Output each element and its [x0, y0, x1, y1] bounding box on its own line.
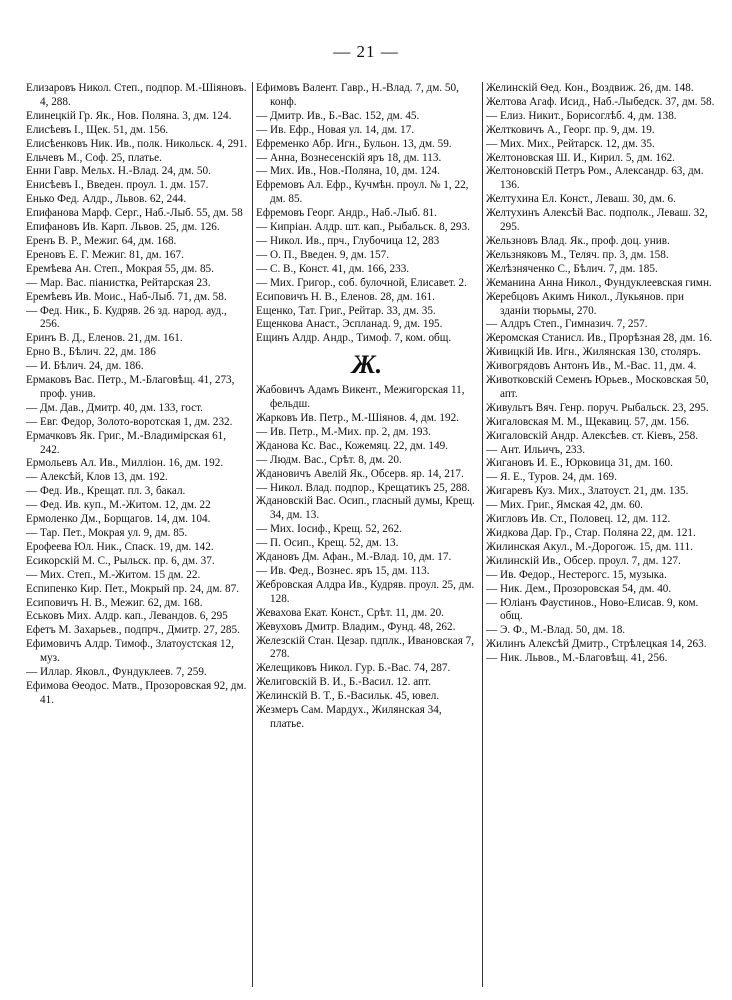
directory-entry: — Фед. Ив. куп., М.-Житом. 12, дм. 22 — [26, 499, 211, 512]
page-number: — 21 — — [333, 42, 399, 61]
directory-entry: Жигаревъ Куз. Мих., Златоуст. 21, дм. 135. — [486, 485, 689, 498]
directory-entry: Желтоновскій Петръ Ром., Александр. 63, дм. 136. — [486, 165, 704, 192]
directory-entry: Жезмеръ Сам. Мардух., Жилянская 34, платье. — [256, 704, 442, 730]
directory-entry: Жигаловскій Андр. Алексѣев. ст. Кіевъ, 258. — [486, 429, 699, 442]
section-letter: Ж. — [351, 350, 383, 380]
directory-entry: Железскій Стан. Цезар. пдплк., Ивановская 7, 278. — [256, 634, 475, 661]
directory-entry: — Я. Е., Туров. 24, дм. 169. — [486, 471, 617, 484]
directory-entry: Жарковъ Ив. Петр., М.-Шіянов. 4, дм. 192. — [256, 412, 459, 425]
directory-entry: — Фед. Ник., Б. Кудряв. 26 зд. народ. ауд., 256. — [26, 304, 227, 331]
directory-entry: Ефимовичъ Алдр. Тимоф., Златоустская 12, муз. — [26, 638, 234, 665]
directory-entry: — Кипріан. Алдр. шт. кап., Рыбальск. 8, 293. — [256, 221, 470, 234]
directory-entry: Ермоленко Дм., Борщагов. 14, дм. 104. — [26, 513, 211, 526]
directory-entry: Ждановъ Дм. Афан., М.-Влад. 10, дм. 17. — [256, 551, 452, 564]
directory-entry: Еринъ В. Д., Еленов. 21, дм. 161. — [26, 332, 183, 345]
directory-entry: — Никол. Ив., прч., Глубочица 12, 283 — [256, 234, 440, 247]
directory-entry: Желещиковъ Никол. Гур. Б.-Вас. 74, 287. — [256, 662, 451, 675]
directory-entry: — Ив. Ефр., Новая ул. 14, дм. 17. — [256, 123, 415, 136]
directory-entry: Енни Гавр. Мельх. Н.-Влад. 24, дм. 50. — [26, 165, 211, 178]
directory-entry: Желѣзняченко С., Бѣлич. 7, дм. 185. — [486, 262, 658, 275]
directory-entry: — Мих. Ив., Нов.-Поляна, 10, дм. 124. — [256, 165, 440, 178]
directory-entry: — Ант. Ильичъ, 233. — [486, 443, 586, 456]
directory-entry: Енисѣевъ I., Введен. проул. 1. дм. 157. — [26, 179, 209, 192]
directory-entry: — Мих. Мих., Рейтарск. 12, дм. 35. — [486, 137, 655, 150]
directory-entry: Ефремовъ Георг. Андр., Наб.-Лыб. 81. — [256, 207, 437, 220]
directory-entry: Ермольевъ Ал. Ив., Милліон. 16, дм. 192. — [26, 457, 224, 470]
directory-entry: Жигловъ Ив. Ст., Половец. 12, дм. 112. — [486, 513, 671, 526]
directory-entry: Ждановскій Вас. Осип., гласный думы, Крещ. 34, дм. 13. — [256, 495, 475, 522]
directory-entry: Желиговскій В. И., Б.-Васил. 12. апт. — [256, 676, 431, 689]
directory-entry: Еремѣевъ Ив. Моис., Наб-Лыб. 71, дм. 58. — [26, 290, 227, 303]
directory-entry: — Никол. Влад. подпор., Крещатикъ 25, 288. — [256, 481, 470, 494]
directory-entry: — Фед. Ив., Крещат. пл. 3, бакал. — [26, 485, 186, 498]
directory-entry: — Дмитр. Ив., Б.-Вас. 152, дм. 45. — [256, 109, 420, 122]
directory-entry: Ещенко, Тат. Григ., Рейтар. 33, дм. 35. — [256, 304, 436, 317]
column-2-entries-e — [256, 82, 478, 346]
directory-entry: — Ив. Федор., Нестерогс. 15, музыка. — [486, 568, 667, 581]
directory-entry: Ещенкова Анаст., Эспланад. 9, дм. 195. — [256, 318, 443, 331]
directory-entry: — С. В., Конст. 41, дм. 166, 233. — [256, 262, 410, 275]
directory-entry: Жельзняковъ М., Теляч. пр. 3, дм. 158. — [486, 248, 669, 261]
directory-entry: — Дм. Дав., Дмитр. 40, дм. 133, гост. — [26, 401, 203, 414]
directory-entry: Жевуховъ Дмитр. Владим., Фунд. 48, 262. — [256, 620, 456, 633]
directory-entry: Ерно В., Бѣлич. 22, дм. 186 — [26, 346, 156, 359]
directory-entry: Ещинъ Алдр. Андр., Тимоф. 7, ком. общ. — [256, 332, 452, 345]
directory-entry: — Елиз. Никит., Борисоглѣб. 4, дм. 138. — [486, 109, 677, 122]
directory-entry: — Мих. Григор., соб. булочной, Елисавет. 2. — [256, 276, 467, 289]
directory-entry: Жигановъ И. Е., Юрковица 31, дм. 160. — [486, 457, 673, 470]
directory-entry: Ждановичъ Авелій Як., Обсерв. яр. 14, 217. — [256, 467, 464, 480]
directory-entry: — Ив. Фед., Вознес. яръ 15, дм. 113. — [256, 565, 430, 577]
directory-entry: Жеманина Анна Никол., Фундуклеевская гимн. — [486, 276, 712, 289]
directory-entry: — Алдръ Степ., Гимназич. 7, 257. — [486, 318, 648, 331]
directory-entry: — Людм. Вас., Срѣт. 8, дм. 20. — [256, 453, 402, 466]
directory-entry: Есиповичъ Н. В., Межиг. 62, дм. 168. — [26, 596, 203, 609]
column-2 — [256, 82, 478, 987]
directory-entry: Живицкій Ив. Игн., Жилянская 130, столяръ. — [486, 346, 701, 359]
column-1 — [26, 82, 248, 987]
directory-entry: Ермаковъ Вас. Петр., М.-Благовѣщ. 41, 273, проф. унив. — [26, 374, 235, 400]
directory-entry: Жебровская Алдра Ив., Кудряв. проул. 25, дм. 128. — [256, 578, 475, 605]
directory-entry: Жилинъ Алексѣй Дмитр., Стрѣлецкая 14, 263. — [486, 638, 707, 651]
directory-entry: Ельчевъ М., Соф. 25, платье. — [26, 151, 162, 164]
directory-entry: Жевахова Екат. Конст., Срѣт. 11, дм. 20. — [256, 606, 444, 619]
directory-entry: Ефетъ М. Захарьев., подпрч., Дмитр. 27, 285. — [26, 624, 240, 637]
directory-entry: — Юліанъ Фаустинов., Ново-Елисав. 9, ком. общ. — [486, 596, 699, 623]
column-3 — [486, 82, 716, 987]
directory-entry: — Ив. Петр., М.-Мих. пр. 2, дм. 193. — [256, 425, 431, 438]
directory-entry: Жигаловская М. М., Щекавиц. 57, дм. 156. — [486, 415, 690, 428]
directory-entry: Жидкова Дар. Гр., Стар. Полянa 22, дм. 121. — [486, 527, 696, 539]
directory-entry: — Ник. Львов., М.-Благовѣщ. 41, 256. — [486, 652, 668, 665]
directory-entry: Желтухина Ел. Конст., Леваш. 30, дм. 6. — [486, 193, 676, 206]
directory-entry: Еренъ В. Р., Межиг. 64, дм. 168. — [26, 234, 177, 247]
directory-entry: — Анна, Вознесенскій яръ 18, дм. 113. — [256, 151, 442, 164]
directory-entry: Елинецкій Гр. Як., Нов. Поляна. 3, дм. 124. — [26, 109, 232, 122]
directory-entry: Желинскій Ѳед. Кон., Воздвиж. 26, дм. 148. — [486, 82, 694, 94]
directory-entry: — О. П., Введен. 9, дм. 157. — [256, 248, 389, 261]
columns — [26, 82, 716, 987]
directory-entry: Есиповичъ Н. В., Еленов. 28, дм. 161. — [256, 290, 435, 303]
directory-entry: Желинскій В. Т., Б.-Васильк. 45, ювел. — [256, 690, 440, 703]
directory-entry: Жеребцовъ Акимъ Никол., Лукьянов. при зданіи тюрьмы, 270. — [486, 290, 684, 317]
directory-entry: Елизаровъ Никол. Степ., подпор. М.-Шіяновъ. 4, 288. — [26, 82, 247, 108]
directory-entry: Жельзновъ Влад. Як., проф. доц. унив. — [486, 234, 670, 247]
directory-entry: — Евг. Федор, Золото-воротская 1, дм. 232. — [26, 415, 233, 428]
directory-entry: Еспипенко Кир. Пет., Мокрый пр. 24, дм. 87. — [26, 582, 239, 595]
directory-entry: Жилинская Акул., М.-Дорогож. 15, дм. 111. — [486, 540, 693, 553]
directory-entry: Ермачковъ Як. Григ., М.-Владимірская 61, 242. — [26, 429, 227, 456]
directory-entry: Ефимовъ Валент. Гавр., Н.-Влад. 7, дм. 50, конф. — [256, 82, 459, 108]
directory-entry: Ефременко Абр. Игн., Бульон. 13, дм. 59. — [256, 137, 452, 150]
directory-entry: — П. Осип., Крещ. 52, дм. 13. — [256, 537, 399, 550]
directory-entry: Жданова Кс. Вас., Кожемяц. 22, дм. 149. — [256, 439, 448, 452]
directory-entry: Ерофеева Юл. Ник., Спаск. 19, дм. 142. — [26, 540, 214, 553]
directory-entry: — Алексѣй, Клов 13, дм. 192. — [26, 471, 168, 484]
directory-entry: Епифановъ Ив. Карп. Львов. 25, дм. 126. — [26, 221, 220, 234]
directory-entry: Елисѣенковъ Ник. Ив., полк. Никольск. 4, 291. — [26, 137, 248, 150]
column-2-entries-zh — [256, 384, 478, 732]
directory-entry: — Мих. Григ., Ямская 42, дм. 60. — [486, 499, 643, 512]
directory-entry: Желтова Агаф. Исид., Наб.-Лыбедск. 37, дм. 58. — [486, 95, 715, 108]
directory-entry: Жеромская Станисл. Ив., Прорѣзная 28, дм. 16. — [486, 332, 713, 345]
directory-entry: Живогрядовъ Антонъ Ив., М.-Вас. 11, дм. 4. — [486, 360, 697, 373]
directory-entry: Еськовъ Мих. Алдр. кап., Левандов. 6, 295 — [26, 610, 228, 623]
directory-entry: Жилинскій Ив., Обсер. проул. 7, дм. 127. — [486, 554, 681, 567]
directory-entry: Животковскій Семенъ Юрьев., Московская 50, апт. — [486, 374, 709, 400]
directory-entry: Есикорскій М. С., Рыльск. пр. 6, дм. 37. — [26, 554, 215, 567]
directory-entry: Желтухинъ Алексѣй Вас. подполк., Леваш. 32, 295. — [486, 207, 708, 234]
directory-entry: Ефимова Ѳеодос. Матв., Прозоровская 92, дм. 41. — [26, 679, 247, 706]
directory-entry: Енько Фед. Алдр., Львов. 62, 244. — [26, 193, 187, 206]
directory-entry: — Ник. Дем., Прозоровская 54, дм. 40. — [486, 582, 672, 595]
directory-entry: Епифанова Марф. Серг., Наб.-Лыб. 55, дм. 58 — [26, 207, 243, 220]
directory-entry: Ефремовъ Ал. Ефр., Кучмѣн. проул. № 1, 22, дм. 85. — [256, 179, 469, 206]
directory-entry: Живультъ Вяч. Генр. поруч. Рыбальск. 23, 295. — [486, 401, 709, 414]
directory-entry: — Тар. Пет., Мокрая ул. 9, дм. 85. — [26, 527, 188, 539]
directory-entry: Желтковичъ А., Георг. пр. 9, дм. 19. — [486, 123, 655, 136]
directory-entry: — Мих. Іосиф., Крещ. 52, 262. — [256, 523, 402, 536]
directory-entry: — И. Бѣлич. 24, дм. 186. — [26, 360, 144, 373]
directory-entry: Ереновъ Е. Г. Межиг. 81, дм. 167. — [26, 248, 184, 261]
directory-entry: Елисѣевъ I., Щек. 51, дм. 156. — [26, 123, 169, 136]
directory-entry: Желтоновская Ш. И., Кирил. 5, дм. 162. — [486, 151, 675, 164]
directory-entry: — Иллар. Яковл., Фундуклеев. 7, 259. — [26, 666, 207, 679]
directory-entry: Жабовичъ Адамъ Викент., Межигорская 11, фельдш. — [256, 384, 465, 411]
directory-entry: — Э. Ф., М.-Влад. 50, дм. 18. — [486, 624, 626, 637]
directory-entry: — Мар. Вас. піанистка, Рейтарская 23. — [26, 276, 211, 289]
directory-entry: — Мих. Степ., М.-Житом. 15 дм. 22. — [26, 568, 201, 581]
directory-entry: Еремѣева Ан. Степ., Мокрая 55, дм. 85. — [26, 262, 214, 275]
